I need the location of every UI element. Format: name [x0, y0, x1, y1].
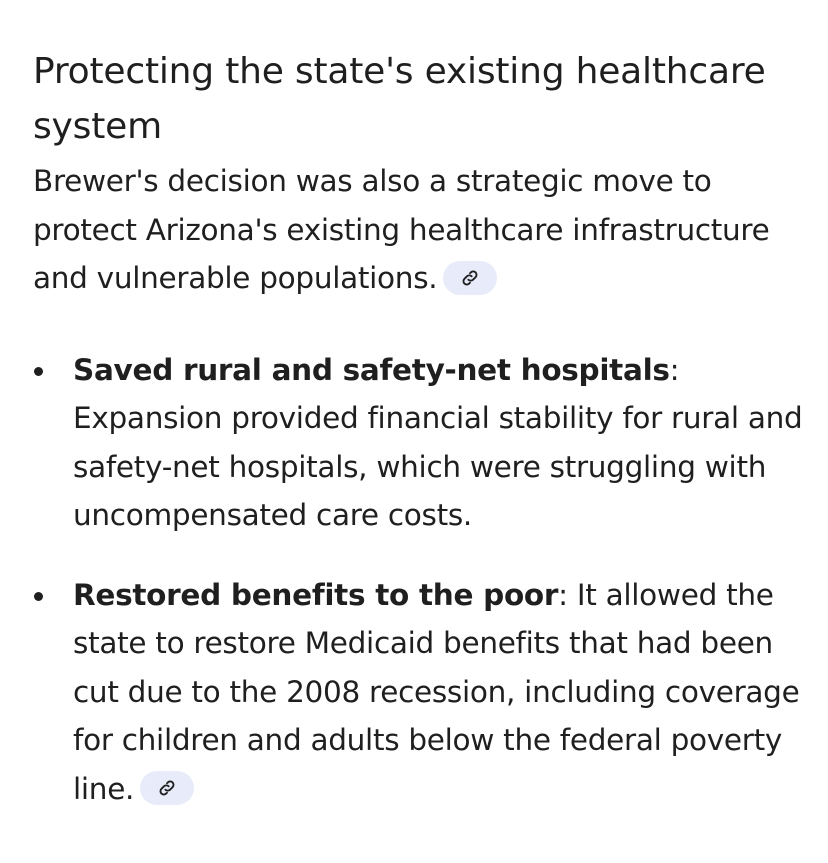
section-heading: Protecting the state's existing healthcare system — [33, 51, 766, 147]
response-content — [33, 44, 803, 813]
source-link-chip[interactable] — [443, 261, 497, 295]
bullet-text: Expansion provided financial stability for rural and safety-net hospitals, which were struggling with uncompensated care costs. — [73, 401, 803, 532]
bullet-dot — [34, 592, 43, 601]
bullet-title: Restored benefits to the poor — [73, 577, 559, 612]
bullet-title: Saved rural and safety-net hospitals — [73, 352, 670, 387]
bullet-text: It allowed the state to restore Medicaid benefits that had been cut due to the 2008 recession, including coverage for children and adults below the federal poverty line. — [73, 577, 800, 806]
link-icon — [157, 778, 177, 798]
list-item — [33, 346, 803, 540]
bullet-separator: : — [669, 352, 680, 387]
list-item — [33, 571, 803, 814]
source-link-chip[interactable] — [140, 771, 194, 805]
bullet-list — [33, 346, 803, 814]
bullet-dot — [34, 367, 43, 376]
bullet-separator: : — [558, 577, 568, 612]
intro-text: Brewer's decision was also a strategic move to protect Arizona's existing healthcare infrastructure and vulnerable populations. — [33, 164, 770, 295]
link-icon — [460, 268, 480, 288]
intro-paragraph — [33, 157, 803, 303]
